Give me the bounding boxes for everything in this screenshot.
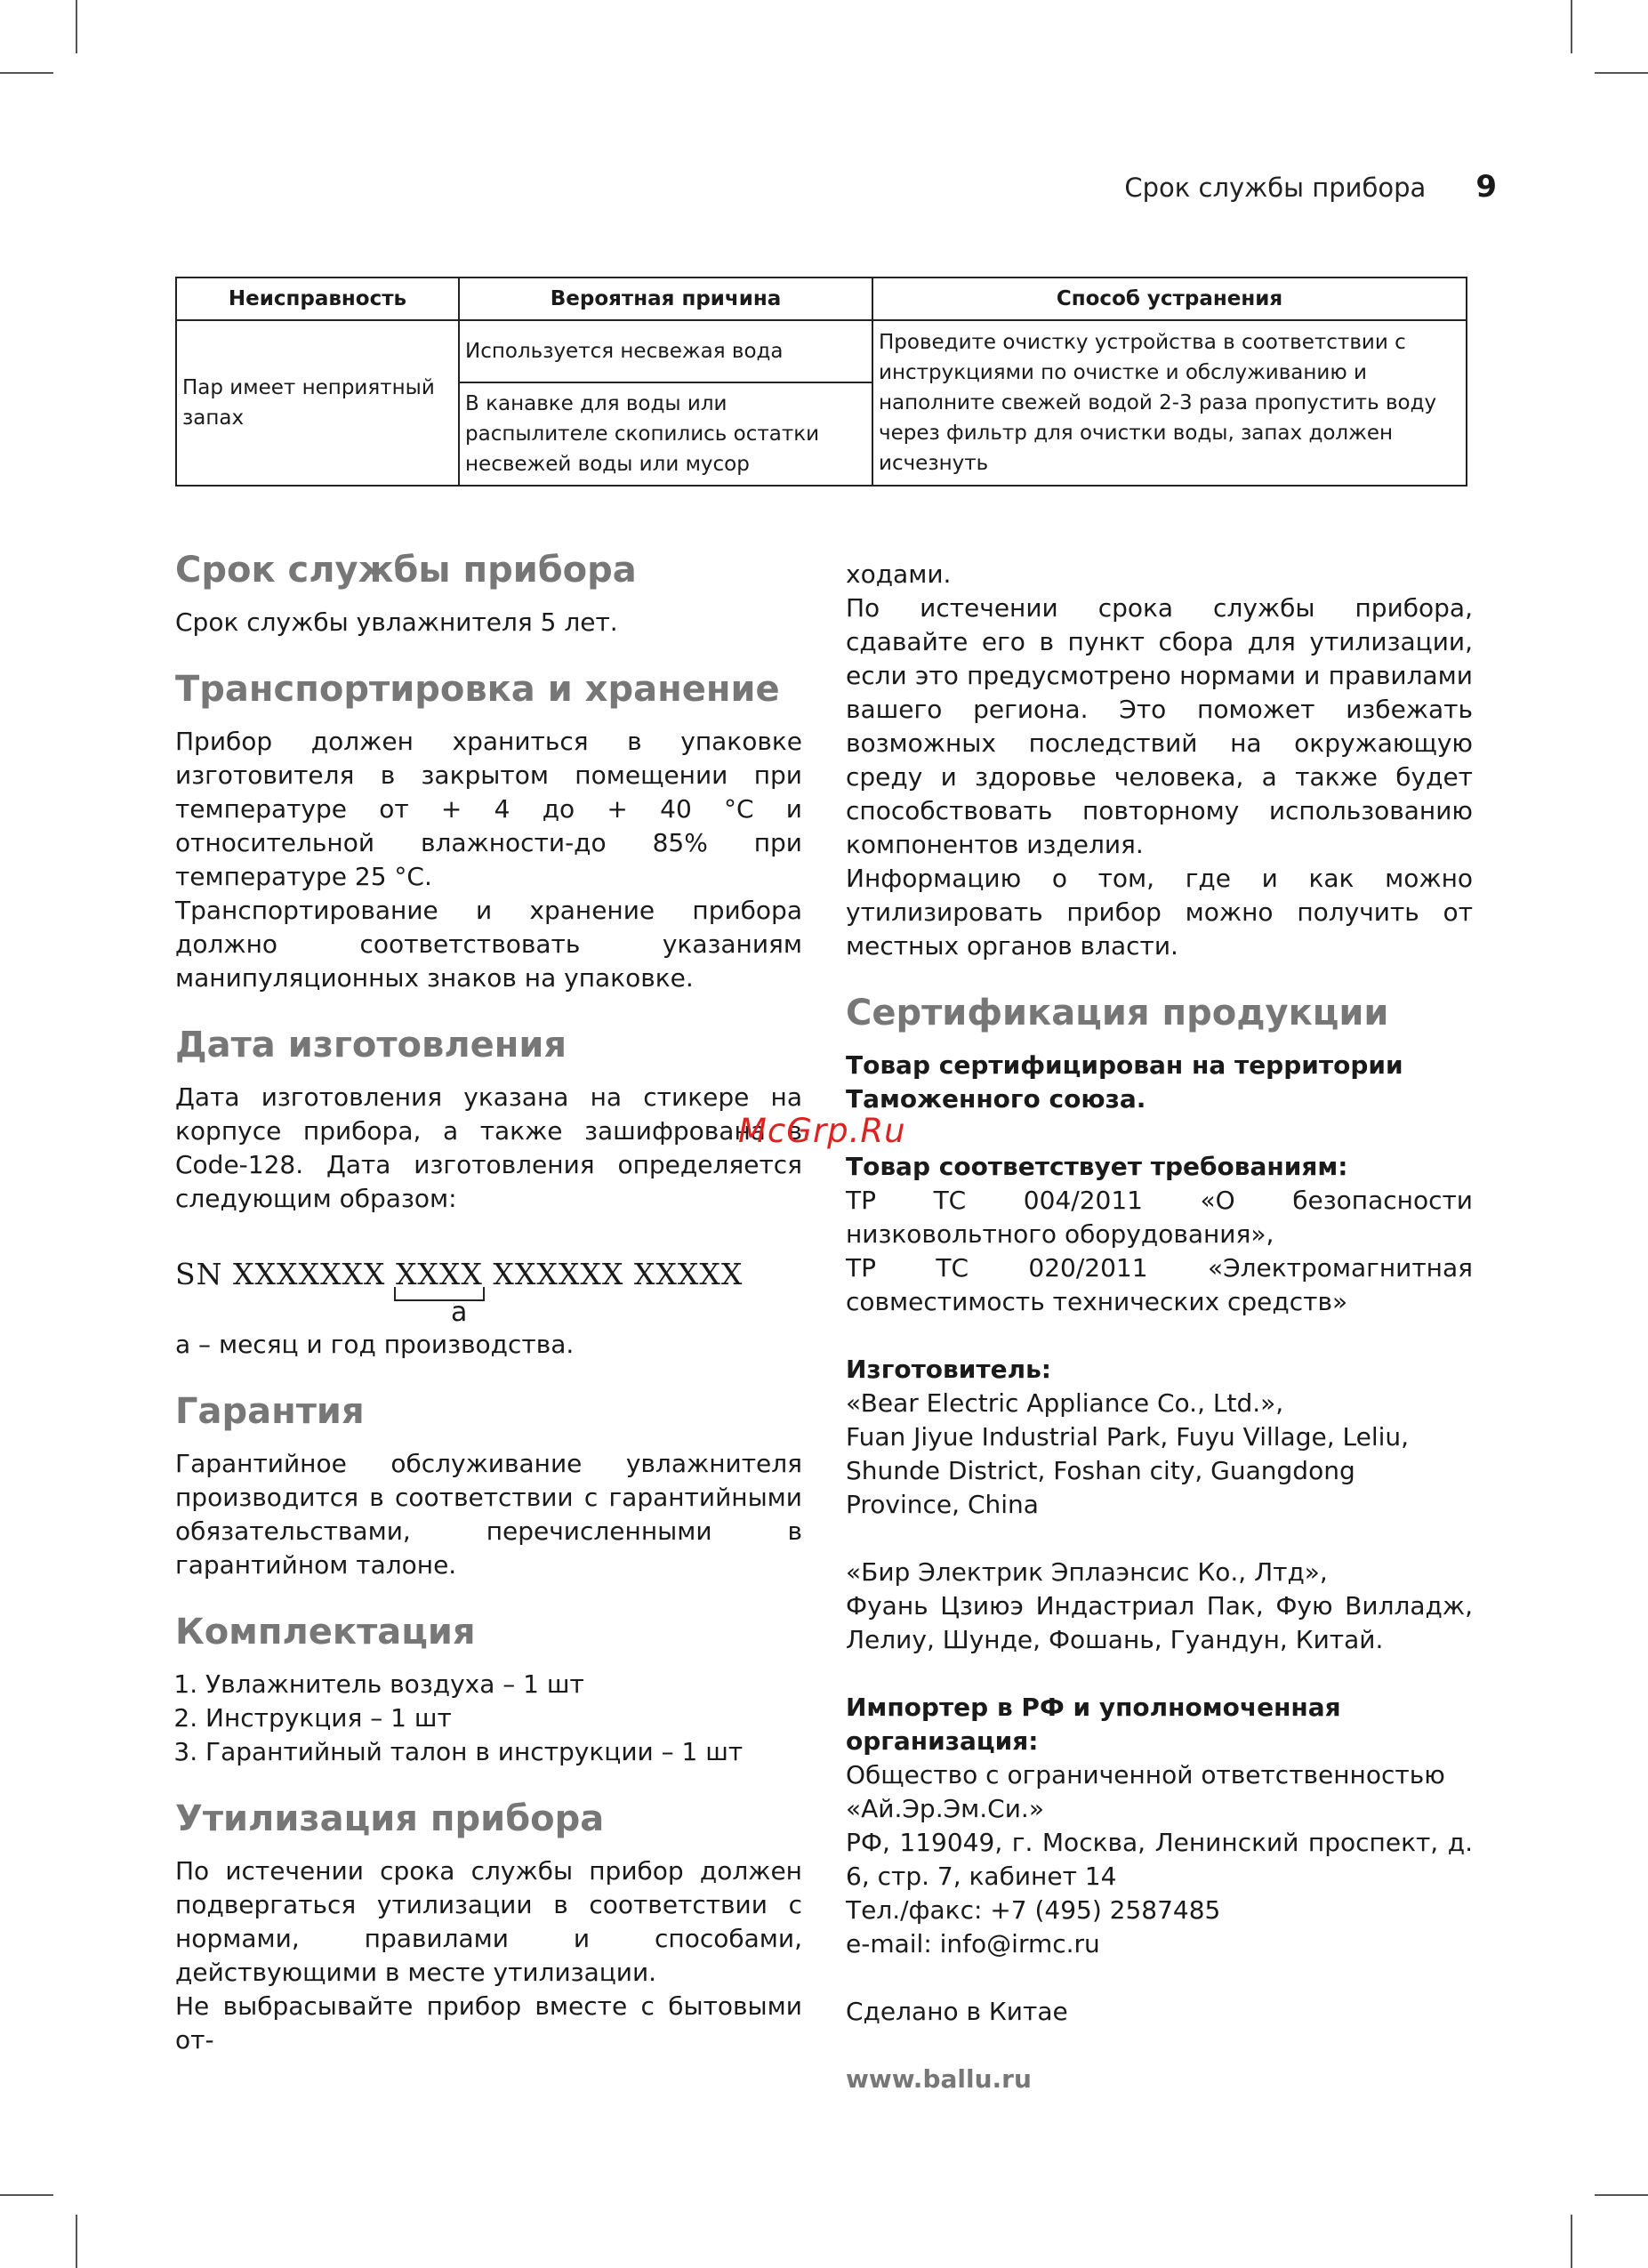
paragraph: Срок службы увлажнителя 5 лет. [175, 607, 618, 637]
section-heading: Утилизация прибора [175, 1798, 605, 1839]
sn-prefix: SN XXXXXXX [175, 1257, 386, 1291]
paragraph-bold: Товар сертифицирован на территории Таможенного союза. [846, 1050, 1403, 1114]
paragraph-bold: Товар соответствует требованиям: [846, 1152, 1348, 1181]
paragraph: Дата изготовления указана на стикере на корпусе прибора, а также зашифрована в Code-128. Дата изготовления определяется следующим образом: [175, 1082, 802, 1213]
list-item: 3. Гарантийный талон в инструкции – 1 шт [205, 1735, 802, 1769]
section-heading: Транспортировка и хранение [175, 669, 780, 710]
section-heading: Сертификация продукции [846, 993, 1389, 1033]
paragraph: Общество с ограниченной ответственностью «Ай.Эр.Эм.Си.» [846, 1760, 1445, 1823]
list-item: 1. Увлажнитель воздуха – 1 шт [205, 1668, 802, 1701]
list-item: 2. Инструкция – 1 шт [205, 1701, 802, 1735]
paragraph: Транспортирование и хранение прибора должно соответствовать указаниям манипуляционных знаков на упаковке. [175, 896, 802, 993]
running-head [1124, 169, 1497, 205]
paragraph: РФ, 119049, г. Москва, Ленинский проспект, д. 6, стр. 7, кабинет 14 [846, 1828, 1473, 1891]
table-cell-cause: Используется несвежая вода [459, 320, 872, 382]
left-column [175, 547, 802, 2057]
sn-label: а [451, 1297, 468, 1328]
crop-mark [1571, 0, 1572, 53]
paragraph: Тел./факс: +7 (495) 2587485 [846, 1895, 1221, 1925]
section-heading: Дата изготовления [175, 1025, 567, 1066]
table-cell-fault: Пар имеет неприятный запах [176, 320, 459, 486]
table-cell-remedy: Проведите очистку устройства в соответствии с инструкциями по очистке и обслуживанию и наполните свежей водой 2-3 раза пропустить воду через фильтр для очистки воды, запах должен исчезнуть [872, 320, 1467, 486]
section-heading: Срок службы прибора [175, 550, 637, 591]
paragraph: По истечении срока службы прибора, сдавайте его в пункт сбора для утилизации, если это предусмотрено нормами и правилами вашего региона. Это поможет избежать возможных последствий на окружающую среду и здоровье человека, а также будет способствовать повторному использованию компонентов изделия. [846, 593, 1473, 859]
crop-mark [1595, 2194, 1648, 2196]
sn-suffix: XXXXXX XXXXX [493, 1257, 744, 1291]
crop-mark [0, 72, 53, 74]
paragraph: e-mail: info@irmc.ru [846, 1929, 1100, 1958]
section-heading: Гарантия [175, 1391, 365, 1432]
website-link[interactable]: www.ballu.ru [846, 2064, 1032, 2094]
serial-number-format [175, 1255, 802, 1294]
table-header: Способ устранения [872, 277, 1467, 320]
paragraph: Не выбрасывайте прибор вместе с бытовыми от- [175, 1991, 802, 2055]
paragraph: ходами. [846, 559, 952, 589]
paragraph: По истечении срока службы прибор должен подвергаться утилизации в соответствии с нормами, правилами и способами, действующими в месте утилизации. [175, 1856, 802, 1987]
paragraph: а – месяц и год производства. [175, 1330, 575, 1359]
paragraph-bold: Импортер в РФ и уполномоченная организация: [846, 1693, 1341, 1756]
crop-mark [1571, 2215, 1572, 2268]
section-heading: Комплектация [175, 1612, 476, 1653]
crop-mark [1595, 72, 1648, 74]
crop-mark [76, 0, 77, 53]
paragraph: Прибор должен храниться в упаковке изготовителя в закрытом помещении при температуре от + 4 до + 40 °С и относительной влажности-до 85% при температуре 25 °С. [175, 727, 802, 891]
paragraph: «Bear Electric Appliance Co., Ltd.», [846, 1388, 1284, 1418]
running-head-title: Срок службы прибора [1124, 173, 1427, 203]
paragraph: ТР ТС 020/2011 «Электромагнитная совместимость технических средств» [846, 1253, 1473, 1316]
paragraph: Фуань Цзиюэ Индастриал Пак, Фую Вилладж, Лелиу, Шунде, Фошань, Гуандун, Китай. [846, 1591, 1473, 1654]
troubleshooting-table [175, 277, 1467, 487]
paragraph-bold: Изготовитель: [846, 1355, 1051, 1384]
sn-date-part: XXXX [396, 1255, 483, 1294]
table-header: Неисправность [176, 277, 459, 320]
paragraph: Fuan Jiyue Industrial Park, Fuyu Village, Leliu, Shunde District, Foshan city, Guangdong Province, China [846, 1422, 1410, 1519]
table-cell-cause: В канавке для воды или распылителе скопились остатки несвежей воды или мусор [459, 382, 872, 486]
paragraph: «Бир Электрик Эплаэнсис Ко., Лтд», [846, 1557, 1328, 1587]
paragraph: Гарантийное обслуживание увлажнителя производится в соответствии с гарантийными обязательствами, перечисленными в гарантийном талоне. [175, 1449, 802, 1580]
crop-mark [76, 2215, 77, 2268]
table-header: Вероятная причина [459, 277, 872, 320]
kit-list [175, 1668, 802, 1769]
paragraph: ТР ТС 004/2011 «О безопасности низковольтного оборудования», [846, 1186, 1473, 1249]
paragraph: Сделано в Китае [846, 1997, 1068, 2026]
crop-mark [0, 2194, 53, 2196]
paragraph: Информацию о том, где и как можно утилизировать прибор можно получить от местных органов власти. [846, 864, 1473, 961]
page-number: 9 [1475, 169, 1497, 205]
right-column [846, 558, 1473, 2096]
watermark: McGrp.Ru [738, 1112, 906, 1150]
